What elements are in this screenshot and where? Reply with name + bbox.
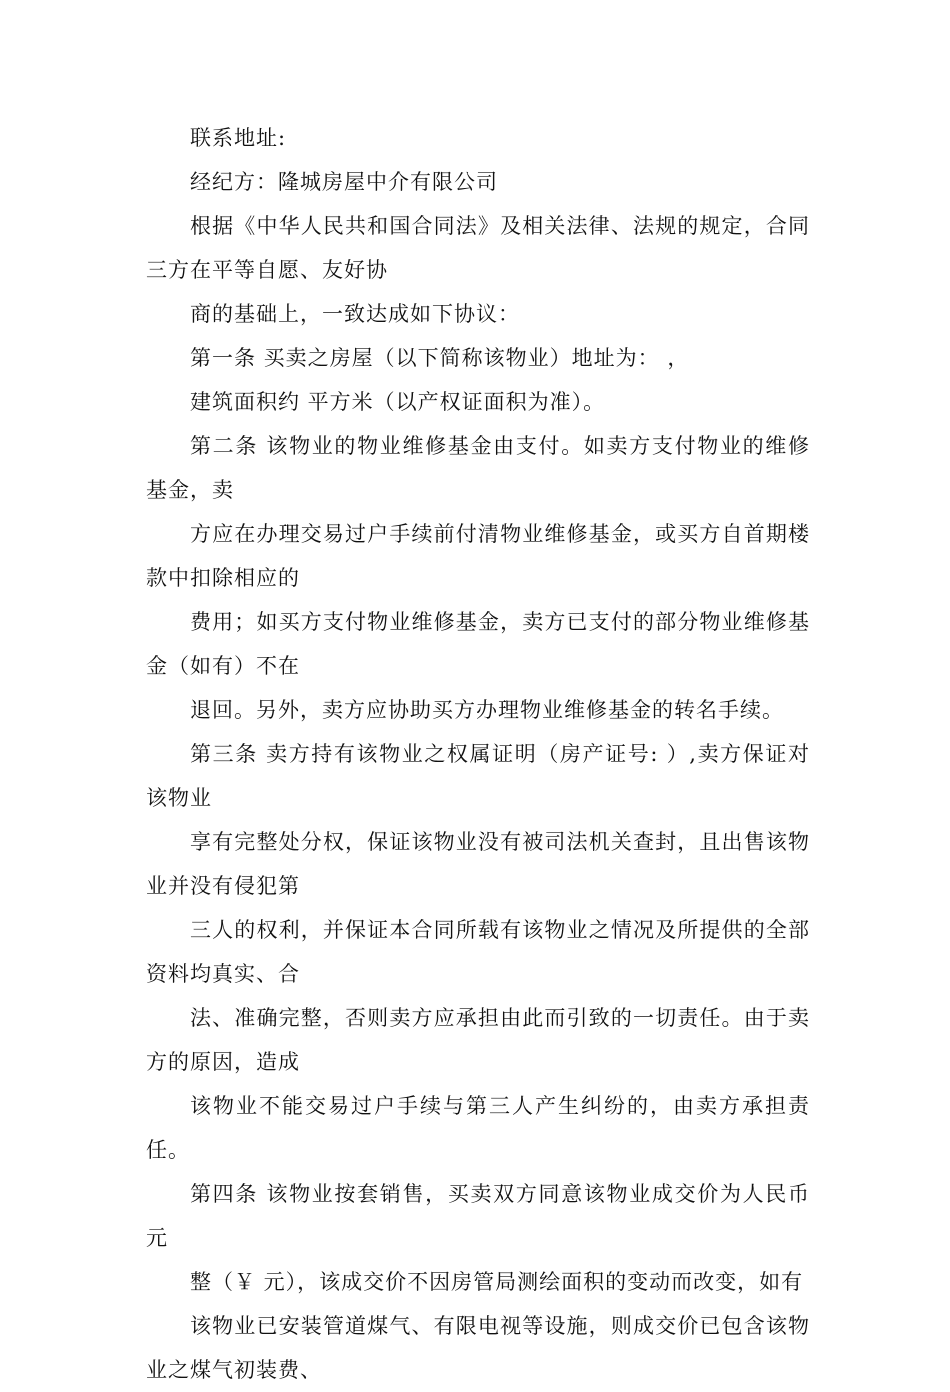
article-3-continuation-3: 法、准确完整，否则卖方应承担由此而引致的一切责任。由于卖方的原因，造成 xyxy=(146,1006,810,1074)
preamble-continuation: 商的基础上，一致达成如下协议： xyxy=(190,302,520,326)
broker-line: 经纪方：隆城房屋中介有限公司 xyxy=(190,170,498,194)
article-3-paragraph: 第三条 卖方持有该物业之权属证明（房产证号: ）,卖方保证对该物业 xyxy=(146,742,810,810)
article-3-continuation-4: 该物业不能交易过户手续与第三人产生纠纷的，由卖方承担责任。 xyxy=(146,1094,810,1162)
article-1-area: 建筑面积约 平方米（以产权证面积为准）。 xyxy=(190,390,606,414)
contact-address-line: 联系地址: xyxy=(190,126,287,150)
article-4-continuation-1: 整（￥ 元），该成交价不因房管局测绘面积的变动而改变，如有 xyxy=(190,1270,804,1294)
article-2-continuation-2: 费用；如买方支付物业维修基金，卖方已支付的部分物业维修基金（如有）不在 xyxy=(146,610,810,678)
article-3-continuation-2: 三人的权利，并保证本合同所载有该物业之情况及所提供的全部资料均真实、合 xyxy=(146,918,810,986)
document-body xyxy=(146,116,810,1392)
article-4-paragraph: 第四条 该物业按套销售，买卖双方同意该物业成交价为人民币 元 xyxy=(146,1182,810,1250)
article-4-continuation-2: 该物业已安装管道煤气、有限电视等设施，则成交价已包含该物业之煤气初装费、 xyxy=(146,1314,810,1382)
article-2-continuation-1: 方应在办理交易过户手续前付清物业维修基金，或买方自首期楼款中扣除相应的 xyxy=(146,522,810,590)
article-3-continuation-1: 享有完整处分权，保证该物业没有被司法机关查封，且出售该物业并没有侵犯第 xyxy=(146,830,810,898)
preamble-paragraph: 根据《中华人民共和国合同法》及相关法律、法规的规定，合同三方在平等自愿、友好协 xyxy=(146,214,810,282)
article-2-paragraph: 第二条 该物业的物业维修基金由支付。如卖方支付物业的维修基金，卖 xyxy=(146,434,810,502)
article-1-address: 第一条 买卖之房屋（以下简称该物业）地址为： ， xyxy=(190,346,690,370)
article-2-continuation-3: 退回。另外，卖方应协助买方办理物业维修基金的转名手续。 xyxy=(190,698,784,722)
